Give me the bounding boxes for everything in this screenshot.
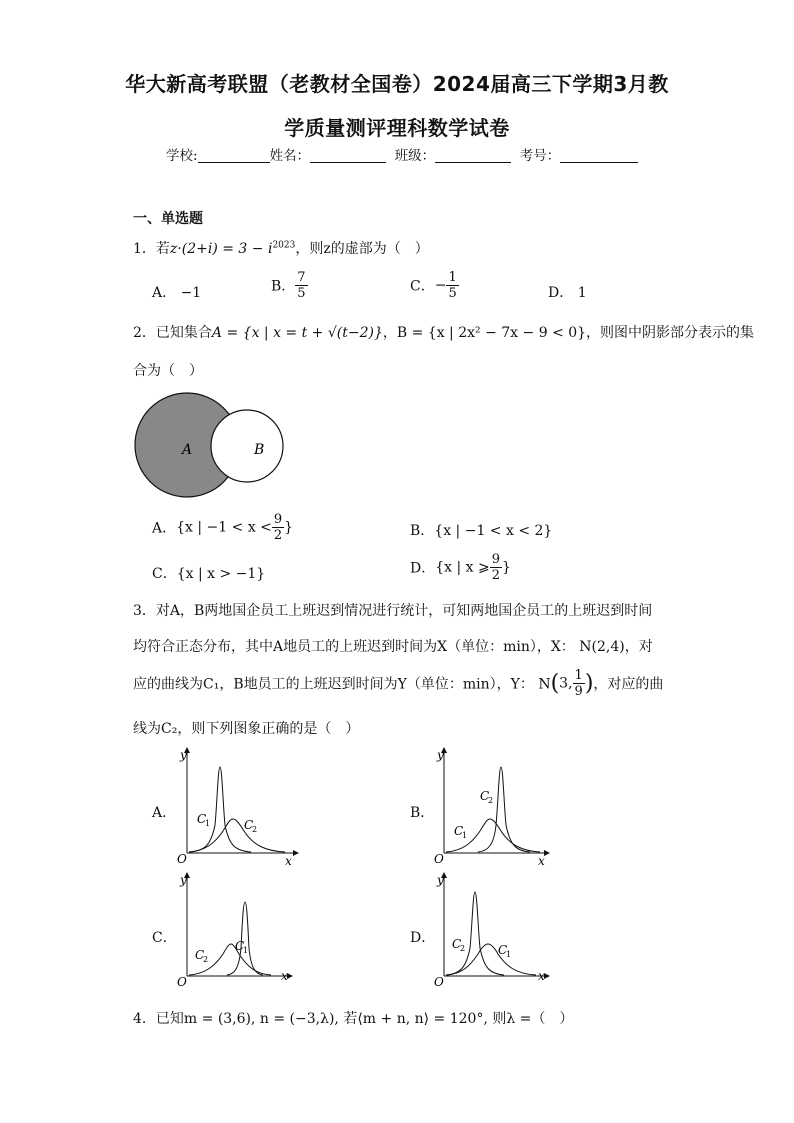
q3-option-b[interactable]: B． <box>410 805 435 821</box>
svg-text:C: C <box>235 939 245 953</box>
svg-text:C: C <box>244 818 254 832</box>
class-field[interactable] <box>435 147 511 163</box>
question-2-line2: 合为（ ） <box>133 363 203 379</box>
svg-text:y: y <box>437 873 444 887</box>
question-4: 4．已知m = (3,6), n = (−3,λ), 若⟨m + n, n⟩ = 120°, 则λ =（ ） <box>133 1011 574 1027</box>
venn-diagram <box>130 388 290 508</box>
svg-text:x: x <box>538 969 545 983</box>
q3-option-a[interactable]: A． <box>152 805 177 821</box>
student-info-line <box>166 144 638 164</box>
svg-text:C: C <box>498 943 508 957</box>
question-3-line4: 线为C₂，则下列图象正确的是（ ） <box>133 721 360 737</box>
q1-number: 1．若 <box>133 241 170 257</box>
svg-text:1: 1 <box>243 946 249 955</box>
name-label: 姓名： <box>269 148 311 164</box>
q1-option-d[interactable]: D． 1 <box>548 285 587 301</box>
question-3-line2: 均符合正态分布，其中A地员工的上班迟到时间为X（单位：min），X： N(2,4)，对 <box>133 639 653 655</box>
q2-option-d[interactable]: D．{x | x ⩾ $\frac{9}{2}$ } <box>410 552 511 583</box>
school-label: 学校: <box>166 148 198 164</box>
svg-text:C: C <box>454 824 464 838</box>
q1-exponent: 2023 <box>272 240 296 251</box>
svg-text:C: C <box>480 789 490 803</box>
svg-text:C: C <box>197 812 207 826</box>
curve-c2 <box>478 767 530 852</box>
exam-no-label: 考号： <box>519 148 561 164</box>
question-1 <box>133 238 429 258</box>
q1-option-c[interactable]: C．− $\frac{1}{5}$ <box>410 270 457 301</box>
curve-c1 <box>189 767 254 852</box>
q1-option-b[interactable]: B． $\frac{7}{5}$ <box>271 270 306 301</box>
q3-option-d[interactable]: D． <box>410 930 436 946</box>
q1-option-a[interactable]: A． −1 <box>152 285 202 301</box>
section-title: 一、单选题 <box>133 211 203 227</box>
svg-text:O: O <box>434 975 444 989</box>
svg-text:O: O <box>177 852 187 865</box>
school-field[interactable] <box>198 147 270 163</box>
svg-text:1: 1 <box>462 831 468 840</box>
question-2: 2．已知集合A = {x | x = t + √(t−2)}，B = {x | 2x² − 7x − 9 < 0}，则图中阴影部分表示的集 <box>133 325 755 341</box>
page-title-line1: 华大新高考联盟（老教材全国卷）2024届高三下学期3月教 <box>125 72 669 96</box>
svg-text:x: x <box>281 969 288 983</box>
q3-graph-c <box>175 870 300 990</box>
curve-c2 <box>227 902 263 975</box>
name-field[interactable] <box>310 147 386 163</box>
svg-text:2: 2 <box>460 944 466 953</box>
svg-text:C: C <box>195 948 205 962</box>
curve-c1 <box>446 892 504 975</box>
svg-text:x: x <box>538 854 545 865</box>
svg-text:O: O <box>177 975 187 989</box>
venn-label-a: A <box>182 442 193 458</box>
q2-option-b[interactable]: B．{x | −1 < x < 2} <box>410 523 553 539</box>
question-3-line1: 3．对A，B两地国企员工上班迟到情况进行统计，可知两地国企员工的上班迟到时间 <box>133 603 653 619</box>
svg-text:y: y <box>180 873 187 887</box>
page-title-line2: 学质量测评理科数学试卷 <box>284 116 510 140</box>
q2-option-c[interactable]: C．{x | x > −1} <box>152 566 266 582</box>
svg-text:1: 1 <box>205 819 211 828</box>
q1-expression: z·(2+i) = 3 − i <box>169 241 273 257</box>
q3-graph-a <box>175 745 300 865</box>
svg-text:C: C <box>452 937 462 951</box>
class-label: 班级： <box>394 148 436 164</box>
svg-text:2: 2 <box>252 825 258 834</box>
q1-tail: ，则z的虚部为（ ） <box>295 241 429 257</box>
q3-graph-b <box>432 745 557 865</box>
q2-option-a[interactable]: A．{x | −1 < x < $\frac{9}{2}$ } <box>152 512 294 543</box>
question-3-line3: 应的曲线为C₁，B地员工的上班迟到时间为Y（单位：min），Y： N(3, $\frac{1}{9}$ )，对应的曲 <box>133 668 664 699</box>
svg-text:2: 2 <box>203 955 209 964</box>
svg-text:y: y <box>437 748 444 762</box>
svg-text:y: y <box>180 748 187 762</box>
q3-graph-d <box>432 870 557 990</box>
svg-text:2: 2 <box>488 796 494 805</box>
exam-no-field[interactable] <box>560 147 638 163</box>
svg-text:1: 1 <box>506 950 512 959</box>
venn-label-b: B <box>254 442 265 458</box>
svg-text:O: O <box>434 852 444 865</box>
venn-circle-b <box>211 410 283 482</box>
q3-option-c[interactable]: C． <box>152 930 177 946</box>
svg-text:x: x <box>285 854 292 865</box>
